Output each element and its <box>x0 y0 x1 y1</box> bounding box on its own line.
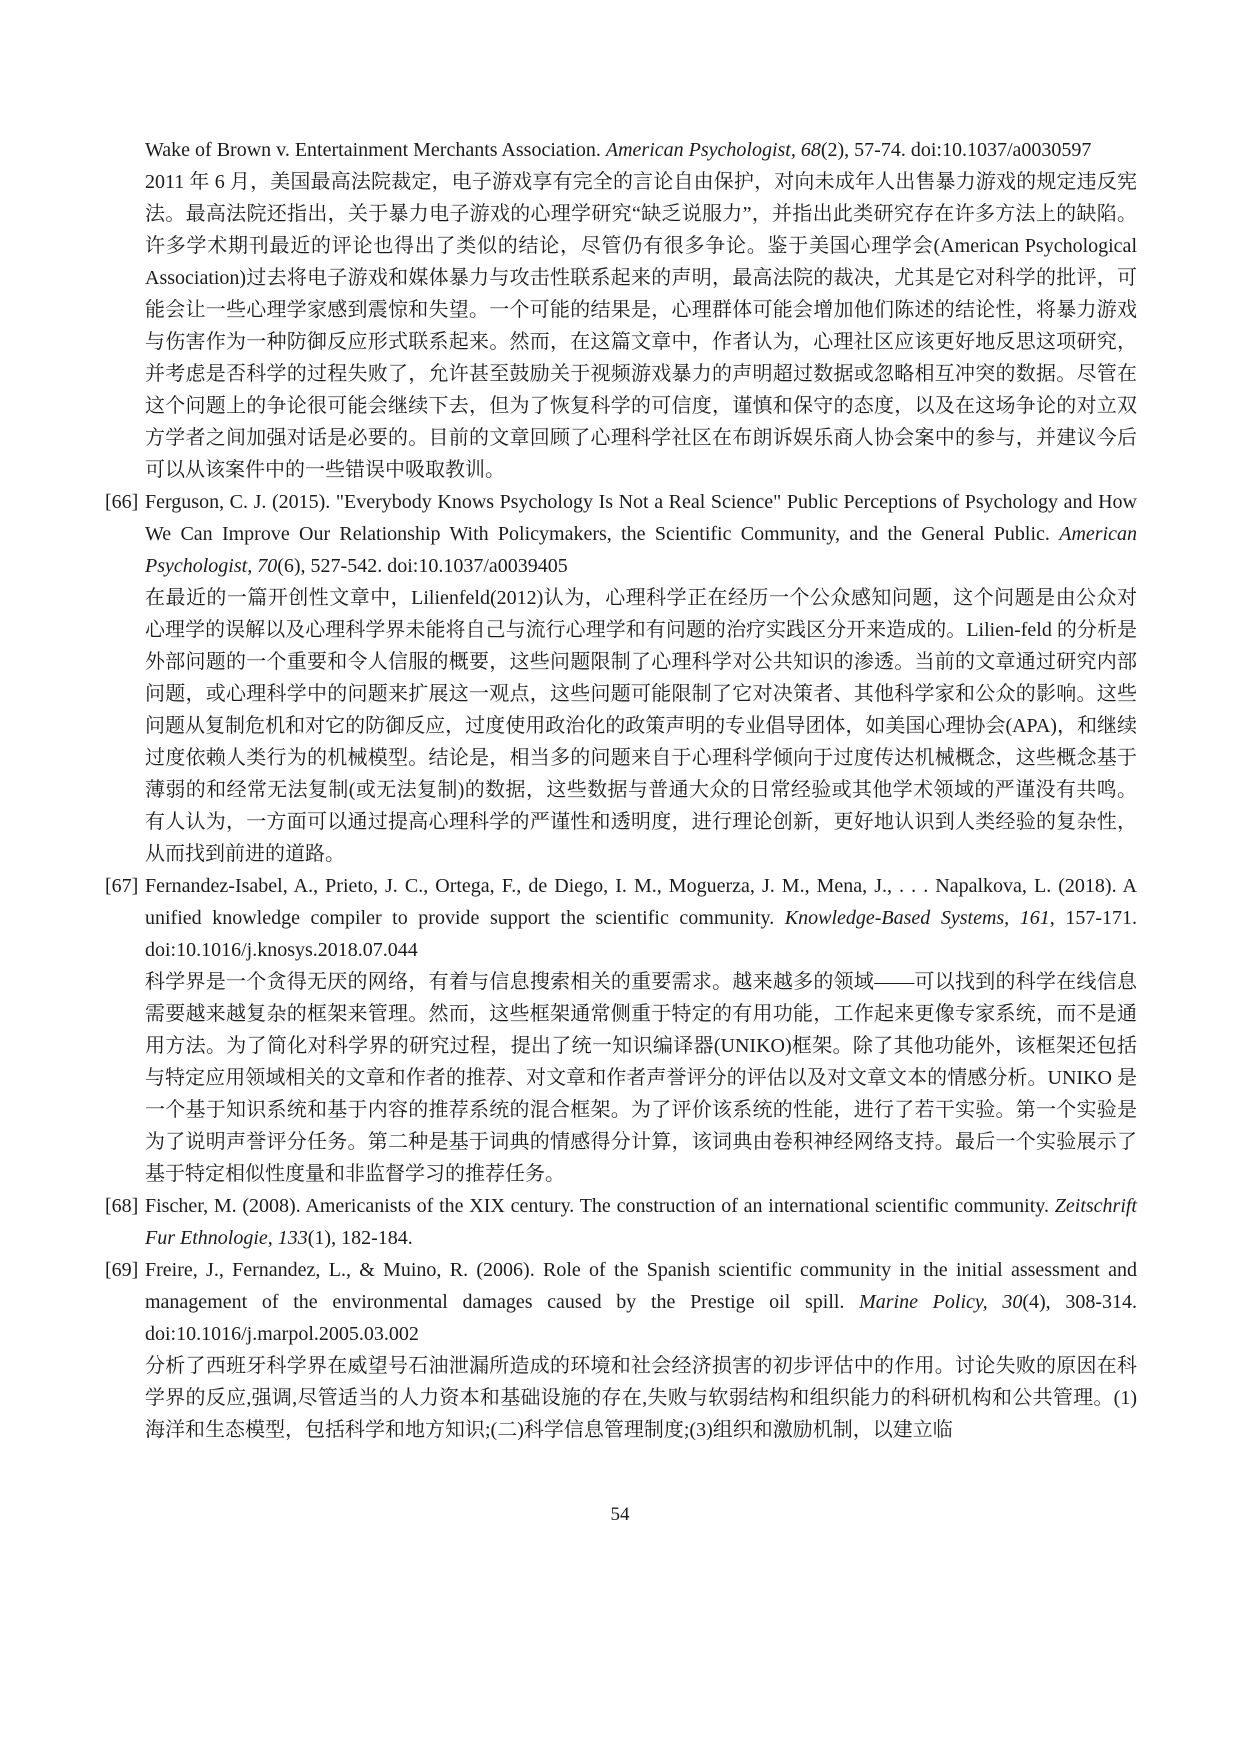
reference-citation <box>145 1254 1137 1350</box>
citation-text: (6), 527-542. doi:10.1037/a0039405 <box>277 555 568 577</box>
reference-id: [68] <box>105 1195 139 1217</box>
citation-text: (1), 182-184. <box>307 1227 413 1249</box>
citation-journal-italic: American Psychologist, 68 <box>605 139 821 161</box>
reference-citation <box>145 486 1137 582</box>
reference-annotation: 科学界是一个贪得无厌的网络，有着与信息搜索相关的重要需求。越来越多的领域——可以找到的科学在线信息需要越来越复杂的框架来管理。然而，这些框架通常侧重于特定的有用功能，工作起来更像专家系统，而不是通用方法。为了简化对科学界的研究过程，提出了统一知识编译器(UNIKO)框架。除了其他功能外，该框架还包括与特定应用领域相关的文章和作者的推荐、对文章和作者声誉评分的评估以及对文章文本的情感分析。UNIKO 是一个基于知识系统和基于内容的推荐系统的混合框架。为了评价该系统的性能，进行了若干实验。第一个实验是为了说明声誉评分任务。第二种是基于词典的情感得分计算，该词典由卷积神经网络支持。最后一个实验展示了基于特定相似性度量和非监督学习的推荐任务。 <box>145 971 1137 1185</box>
citation-text: Wake of Brown v. Entertainment Merchants Association. <box>145 139 606 161</box>
reference-citation <box>145 1190 1137 1254</box>
citation-journal-italic: Knowledge-Based Systems, 161 <box>784 907 1050 929</box>
reference-id: [66] <box>105 491 139 513</box>
page-number: 54 <box>610 1504 630 1525</box>
reference-annotation: 2011 年 6 月，美国最高法院裁定，电子游戏享有完全的言论自由保护，对向未成年人出售暴力游戏的规定违反宪法。最高法院还指出，关于暴力电子游戏的心理学研究“缺乏说服力”，并指出此类研究存在许多方法上的缺陷。许多学术期刊最近的评论也得出了类似的结论，尽管仍有很多争论。鉴于美国心理学会(American Psychological Association)过去将电子游戏和媒体暴力与攻击性联系起来的声明，最高法院的裁决，尤其是它对科学的批评，可能会让一些心理学家感到震惊和失望。一个可能的结果是，心理群体可能会增加他们陈述的结论性，将暴力游戏与伤害作为一种防御反应形式联系起来。然而，在这篇文章中，作者认为，心理社区应该更好地反思这项研究，并考虑是否科学的过程失败了，允许甚至鼓励关于视频游戏暴力的声明超过数据或忽略相互冲突的数据。尽管在这个问题上的争论很可能会继续下去，但为了恢复科学的可信度，谨慎和保守的态度，以及在这场争论的对立双方学者之间加强对话是必要的。目前的文章回顾了心理科学社区在布朗诉娱乐商人协会案中的参与，并建议今后可以从该案件中的一些错误中吸取教训。 <box>145 171 1137 481</box>
citation-journal-italic: American Psychologist, 70 <box>145 523 1137 577</box>
reference-id: [67] <box>105 875 139 897</box>
references-list <box>105 134 1137 1446</box>
reference-id: [69] <box>105 1259 139 1281</box>
reference-entry <box>105 134 1137 486</box>
citation-journal-italic: Zeitschrift Fur Ethnologie, 133 <box>145 1195 1137 1249</box>
citation-text: Fernandez-Isabel, A., Prieto, J. C., Ortega, F., de Diego, I. M., Moguerza, J. M., Mena, J., . . . Napalkova, L. (2018). A unified knowledge compiler to provide support the scientific community. <box>145 875 1137 929</box>
reference-entry <box>105 1190 1137 1254</box>
citation-text: Ferguson, C. J. (2015). "Everybody Knows Psychology Is Not a Real Science" Public Perceptions of Psychology and How We Can Improve Our Relationship With Policymakers, the Scientific Community, and the General Public. <box>145 491 1137 545</box>
citation-text: (4), 308-314. doi:10.1016/j.marpol.2005.03.002 <box>145 1291 1138 1345</box>
reference-annotation: 分析了西班牙科学界在威望号石油泄漏所造成的环境和社会经济损害的初步评估中的作用。讨论失败的原因在科学界的反应,强调,尽管适当的人力资本和基础设施的存在,失败与软弱结构和组织能力的科研机构和公共管理。(1)海洋和生态模型，包括科学和地方知识;(二)科学信息管理制度;(3)组织和激励机制，以建立临 <box>145 1355 1137 1441</box>
citation-text: (2), 57-74. doi:10.1037/a0030597 <box>820 139 1092 161</box>
reference-annotation: 在最近的一篇开创性文章中，Lilienfeld(2012)认为，心理科学正在经历一个公众感知问题，这个问题是由公众对心理学的误解以及心理科学界未能将自己与流行心理学和有问题的治疗实践区分开来造成的。Lilien-feld 的分析是外部问题的一个重要和令人信服的概要，这些问题限制了心理科学对公共知识的渗透。当前的文章通过研究内部问题，或心理科学中的问题来扩展这一观点，这些问题可能限制了它对决策者、其他科学家和公众的影响。这些问题从复制危机和对它的防御反应，过度使用政治化的政策声明的专业倡导团体，如美国心理协会(APA)，和继续过度依赖人类行为的机械模型。结论是，相当多的问题来自于心理科学倾向于过度传达机械概念，这些概念基于薄弱的和经常无法复制(或无法复制)的数据，这些数据与普通大众的日常经验或其他学术领域的严谨没有共鸣。有人认为，一方面可以通过提高心理科学的严谨性和透明度，进行理论创新，更好地认识到人类经验的复杂性，从而找到前进的道路。 <box>145 587 1137 865</box>
citation-text: , 157-171. doi:10.1016/j.knosys.2018.07.044 <box>145 907 1137 961</box>
reference-entry <box>105 486 1137 870</box>
reference-citation <box>145 134 1137 166</box>
citation-text: Fischer, M. (2008). Americanists of the XIX century. The construction of an international scientific community. <box>145 1195 1055 1217</box>
reference-entry <box>105 1254 1137 1446</box>
reference-citation <box>145 870 1137 966</box>
reference-entry <box>105 870 1137 1190</box>
citation-journal-italic: Marine Policy, 30 <box>859 1291 1023 1313</box>
citation-text: Freire, J., Fernandez, L., & Muino, R. (2006). Role of the Spanish scientific community in the initial assessment and management of the environmental damages caused by the Prestige oil spill. <box>145 1259 1137 1313</box>
